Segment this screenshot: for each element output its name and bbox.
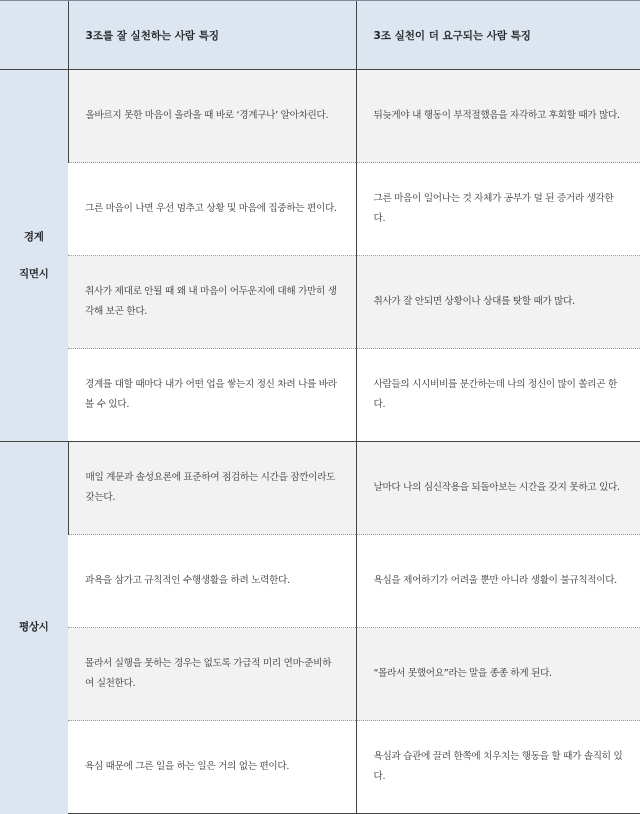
- table-row: [0, 349, 640, 442]
- header-practicing: 3조를 잘 실천하는 사람 특징: [68, 1, 356, 70]
- cell-needs-practice: 취사가 잘 안되면 상황이나 상대를 탓할 때가 많다.: [356, 256, 640, 349]
- cell-needs-practice: 뒤늦게야 내 행동이 부적절했음을 자각하고 후회할 때가 많다.: [356, 70, 640, 163]
- table-row: [0, 70, 640, 163]
- header-needs-practice: 3조 실천이 더 요구되는 사람 특징: [356, 1, 640, 70]
- group-label-line: 직면시: [18, 267, 49, 280]
- cell-practicing: 욕심 때문에 그른 일을 하는 일은 거의 없는 편이다.: [68, 721, 356, 814]
- table-row: [0, 535, 640, 628]
- cell-needs-practice: 날마다 나의 심신작용을 되돌아보는 시간을 갖지 못하고 있다.: [356, 442, 640, 535]
- group-label-ordinary: [0, 442, 68, 814]
- header-corner: [0, 1, 68, 70]
- table-row: [0, 256, 640, 349]
- cell-practicing: 과욕을 삼가고 규칙적인 수행생활을 하려 노력한다.: [68, 535, 356, 628]
- group-label-line: 평상시: [18, 621, 49, 634]
- header-row: [0, 1, 640, 70]
- table-row: [0, 628, 640, 721]
- table-row: [0, 442, 640, 535]
- table-row: [0, 721, 640, 814]
- cell-practicing: 매일 계문과 솔성요론에 표준하여 점검하는 시간을 잠깐이라도 갖는다.: [68, 442, 356, 535]
- group-label-line: 경계: [23, 230, 44, 243]
- cell-needs-practice: 욕심과 습관에 끌려 한쪽에 치우치는 행동을 할 때가 솔직히 있다.: [356, 721, 640, 814]
- cell-needs-practice: 그른 마음이 일어나는 것 자체가 공부가 덜 된 증거라 생각한다.: [356, 163, 640, 256]
- cell-needs-practice: 사람들의 시시비비를 분간하는데 나의 정신이 많이 쏠리곤 한다.: [356, 349, 640, 442]
- cell-practicing: 몰라서 실행을 못하는 경우는 없도록 가급적 미리 연마·준비하여 실천한다.: [68, 628, 356, 721]
- cell-needs-practice: 욕심을 제어하기가 어려울 뿐만 아니라 생활이 불규칙적이다.: [356, 535, 640, 628]
- cell-needs-practice: “몰라서 못했어요”라는 말을 종종 하게 된다.: [356, 628, 640, 721]
- cell-practicing: 경계를 대할 때마다 내가 어떤 업을 쌓는지 정신 차려 나를 바라볼 수 있다.: [68, 349, 356, 442]
- cell-practicing: 그른 마음이 나면 우선 멈추고 상황 및 마음에 집중하는 편이다.: [68, 163, 356, 256]
- table-row: [0, 163, 640, 256]
- group-label-confrontation: [0, 70, 68, 442]
- cell-practicing: 올바르지 못한 마음이 올라올 때 바로 ‘경계구나’ 알아차린다.: [68, 70, 356, 163]
- cell-practicing: 취사가 제대로 안될 때 왜 내 마음이 어두운지에 대해 가만히 생각해 보곤 한다.: [68, 256, 356, 349]
